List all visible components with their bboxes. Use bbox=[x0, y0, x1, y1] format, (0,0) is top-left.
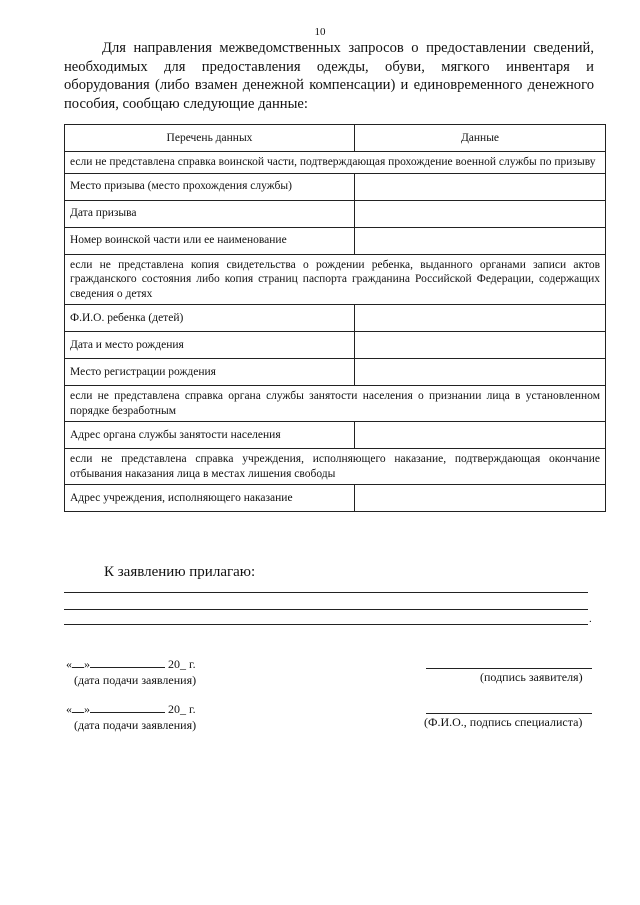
intro-paragraph: Для направления межведомственных запросов о предоставлении сведений, необходимых для предоставления одежды, обуви, мягкого инвентаря и оборудования (либо взамен денежной компенсации) и единовременного денежного пособия, сообщаю следующие данные: bbox=[64, 40, 594, 112]
month-blank[interactable] bbox=[90, 657, 165, 668]
month-blank[interactable] bbox=[90, 702, 165, 713]
attachment-line[interactable] bbox=[64, 624, 588, 625]
field-value-cell[interactable] bbox=[355, 200, 606, 227]
date-caption: (дата подачи заявления) bbox=[74, 718, 197, 732]
field-value-cell[interactable] bbox=[355, 359, 606, 386]
field-value-cell[interactable] bbox=[355, 173, 606, 200]
field-label: Адрес органа службы занятости населения bbox=[65, 422, 355, 449]
data-table bbox=[64, 124, 606, 512]
table-row bbox=[65, 422, 606, 449]
quote-close: » bbox=[84, 702, 90, 716]
table-row bbox=[65, 173, 606, 200]
header-list: Перечень данных bbox=[65, 125, 355, 152]
table-header-row bbox=[65, 125, 606, 152]
section-military: если не представлена справка воинской части, подтверждающая прохождение военной службы по призыву bbox=[65, 152, 606, 174]
field-label: Место призыва (место прохождения службы) bbox=[65, 173, 355, 200]
applicant-caption: (подпись заявителя) bbox=[480, 670, 583, 684]
table-row bbox=[65, 200, 606, 227]
quote-open: « bbox=[66, 702, 72, 716]
page-number: 10 bbox=[314, 26, 326, 38]
table-row bbox=[65, 227, 606, 254]
specialist-signature-line[interactable] bbox=[426, 713, 592, 714]
table-section-row bbox=[65, 152, 606, 174]
date-caption: (дата подачи заявления) bbox=[74, 673, 197, 687]
submission-date-line bbox=[66, 702, 196, 717]
table-section-row bbox=[65, 254, 606, 305]
line-end-mark: . bbox=[589, 613, 592, 625]
table-section-row bbox=[65, 449, 606, 485]
field-value-cell[interactable] bbox=[355, 305, 606, 332]
specialist-caption: (Ф.И.О., подпись специалиста) bbox=[424, 715, 583, 729]
field-label: Номер воинской части или ее наименование bbox=[65, 227, 355, 254]
submission-date-line bbox=[66, 657, 196, 672]
day-blank[interactable] bbox=[72, 702, 84, 713]
field-label: Дата призыва bbox=[65, 200, 355, 227]
field-label: Адрес учреждения, исполняющего наказание bbox=[65, 485, 355, 512]
table-row bbox=[65, 485, 606, 512]
attachment-line[interactable] bbox=[64, 592, 588, 593]
field-value-cell[interactable] bbox=[355, 422, 606, 449]
field-value-cell[interactable] bbox=[355, 485, 606, 512]
field-value-cell[interactable] bbox=[355, 332, 606, 359]
attachment-line[interactable] bbox=[64, 609, 588, 610]
field-label: Дата и место рождения bbox=[65, 332, 355, 359]
year-text: 20_ г. bbox=[168, 657, 196, 671]
applicant-signature-line[interactable] bbox=[426, 668, 592, 669]
field-label: Ф.И.О. ребенка (детей) bbox=[65, 305, 355, 332]
table-row bbox=[65, 305, 606, 332]
table-section-row bbox=[65, 386, 606, 422]
quote-open: « bbox=[66, 657, 72, 671]
header-data: Данные bbox=[355, 125, 606, 152]
table-row bbox=[65, 359, 606, 386]
section-employment: если не представлена справка органа службы занятости населения о признании лица в установленном порядке безработным bbox=[65, 386, 606, 422]
day-blank[interactable] bbox=[72, 657, 84, 668]
section-birth: если не представлена копия свидетельства о рождении ребенка, выданного органами записи актов гражданского состояния либо копия страниц паспорта гражданина Российской Федерации, содержащих сведения о детях bbox=[65, 254, 606, 305]
field-value-cell[interactable] bbox=[355, 227, 606, 254]
table-row bbox=[65, 332, 606, 359]
section-prison: если не представлена справка учреждения, исполняющего наказание, подтверждающая окончание отбывания наказания лица в местах лишения свободы bbox=[65, 449, 606, 485]
field-label: Место регистрации рождения bbox=[65, 359, 355, 386]
year-text: 20_ г. bbox=[168, 702, 196, 716]
quote-close: » bbox=[84, 657, 90, 671]
attachments-title: К заявлению прилагаю: bbox=[104, 564, 256, 580]
